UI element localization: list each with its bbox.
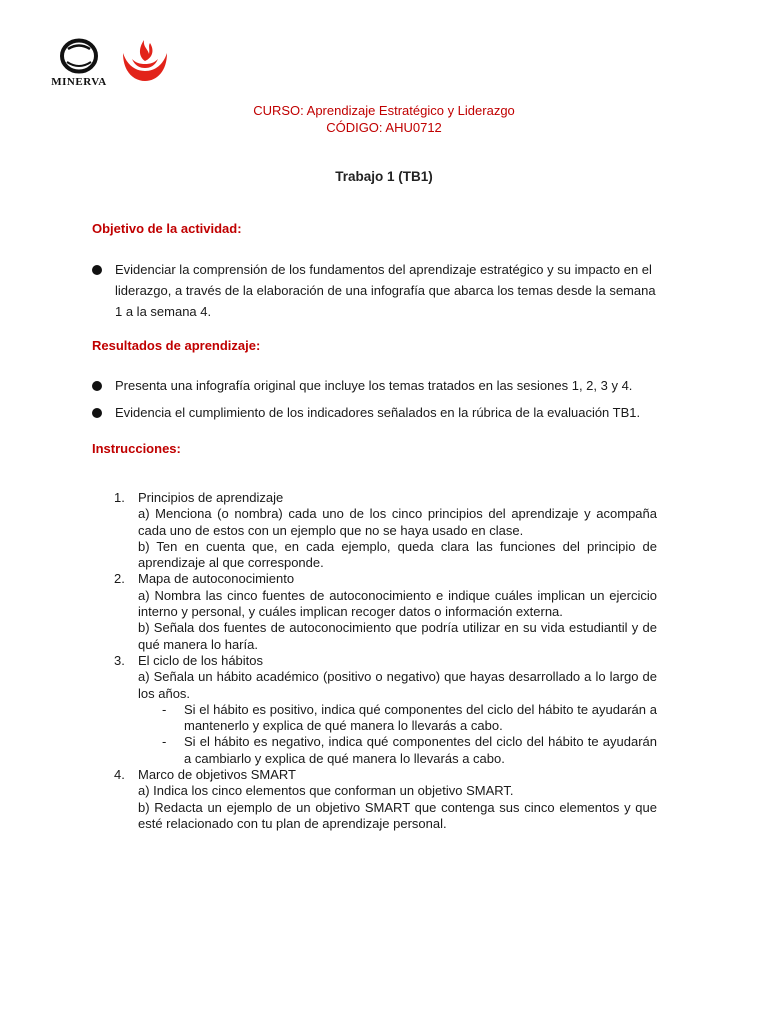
item-title: El ciclo de los hábitos xyxy=(138,652,264,668)
instruction-item-3 xyxy=(114,653,657,767)
item-part-a: a) Señala un hábito académico (positivo o negativo) que hayas desarrollado a lo largo de los años. xyxy=(138,669,657,701)
results-heading: Resultados de aprendizaje: xyxy=(92,338,261,353)
item-title: Mapa de autoconocimiento xyxy=(138,571,295,587)
instructions-heading: Instrucciones: xyxy=(92,441,181,456)
dash-item-1 xyxy=(162,702,657,735)
results-bullet-2 xyxy=(92,402,662,423)
results-text-1: Presenta una infografía original que incluye los temas tratados en las sesiones 1, 2, 3 y 4. xyxy=(115,378,633,393)
objective-bullet xyxy=(92,259,662,322)
item-title: Principios de aprendizaje xyxy=(138,490,284,505)
upc-flame-icon xyxy=(119,37,171,83)
dash-marker: - xyxy=(162,734,167,750)
instructions-list xyxy=(114,490,657,832)
instruction-item-2 xyxy=(114,571,657,652)
course-code: CÓDIGO: AHU0712 xyxy=(326,120,442,135)
results-text-2: Evidencia el cumplimiento de los indicadores señalados en la rúbrica de la evaluación TB1. xyxy=(115,405,641,420)
instruction-item-4 xyxy=(114,767,657,832)
item-number: 1. xyxy=(114,490,125,505)
item-part-a: a) Menciona (o nombra) cada uno de los cinco principios del aprendizaje y acompaña cada uno de estos con un ejemplo que no se haya usado en clase. xyxy=(138,506,657,538)
objective-text: Evidenciar la comprensión de los fundamentos del aprendizaje estratégico y su impacto en el liderazgo, a través de la elaboración de una infografía que abarca los temas desde la semana 1 a la semana 4. xyxy=(115,262,656,319)
minerva-logo xyxy=(44,38,114,90)
item-part-b: b) Redacta un ejemplo de un objetivo SMART que contenga sus cinco elementos y que esté relacionado con tu plan de aprendizaje personal. xyxy=(138,799,657,831)
objective-heading: Objetivo de la actividad: xyxy=(92,221,242,236)
item-part-a: a) Indica los cinco elementos que conforman un objetivo SMART. xyxy=(138,783,514,799)
item-part-a: a) Nombra las cinco fuentes de autoconocimiento e indique cuáles implican un ejercicio interno y personal, y cuáles implican recoger datos o información externa. xyxy=(138,587,657,620)
minerva-emblem-icon xyxy=(59,38,99,74)
item-number: 3. xyxy=(114,652,125,668)
item-number: 4. xyxy=(114,767,125,783)
dash-item-2 xyxy=(162,734,657,767)
dash-marker: - xyxy=(162,701,167,717)
item-title: Marco de objetivos SMART xyxy=(138,767,296,783)
item-number: 2. xyxy=(114,571,125,587)
work-title: Trabajo 1 (TB1) xyxy=(335,169,433,184)
dash-text-1: Si el hábito es positivo, indica qué componentes del ciclo del hábito te ayudarán a mantenerlo y explica de qué manera lo llevarás a cabo. xyxy=(184,701,657,734)
results-bullet-1 xyxy=(92,375,662,396)
minerva-wordmark: MINERVA xyxy=(51,76,107,88)
instruction-item-1 xyxy=(114,490,657,571)
bullet-icon xyxy=(92,381,102,391)
course-name: CURSO: Aprendizaje Estratégico y Liderazgo xyxy=(253,103,515,118)
dash-text-2: Si el hábito es negativo, indica qué componentes del ciclo del hábito te ayudarán a cambiarlo y explica de qué manera lo llevarás a cabo. xyxy=(184,734,657,766)
item-part-b: b) Señala dos fuentes de autoconocimiento que podría utilizar en su vida estudiantil y de qué manera lo haría. xyxy=(138,620,657,652)
bullet-icon xyxy=(92,265,102,275)
item-part-b: b) Ten en cuenta que, en cada ejemplo, queda clara las funciones del principio de aprendizaje al que corresponde. xyxy=(138,538,657,571)
course-header xyxy=(0,102,768,136)
upc-logo xyxy=(119,37,171,83)
bullet-icon xyxy=(92,408,102,418)
